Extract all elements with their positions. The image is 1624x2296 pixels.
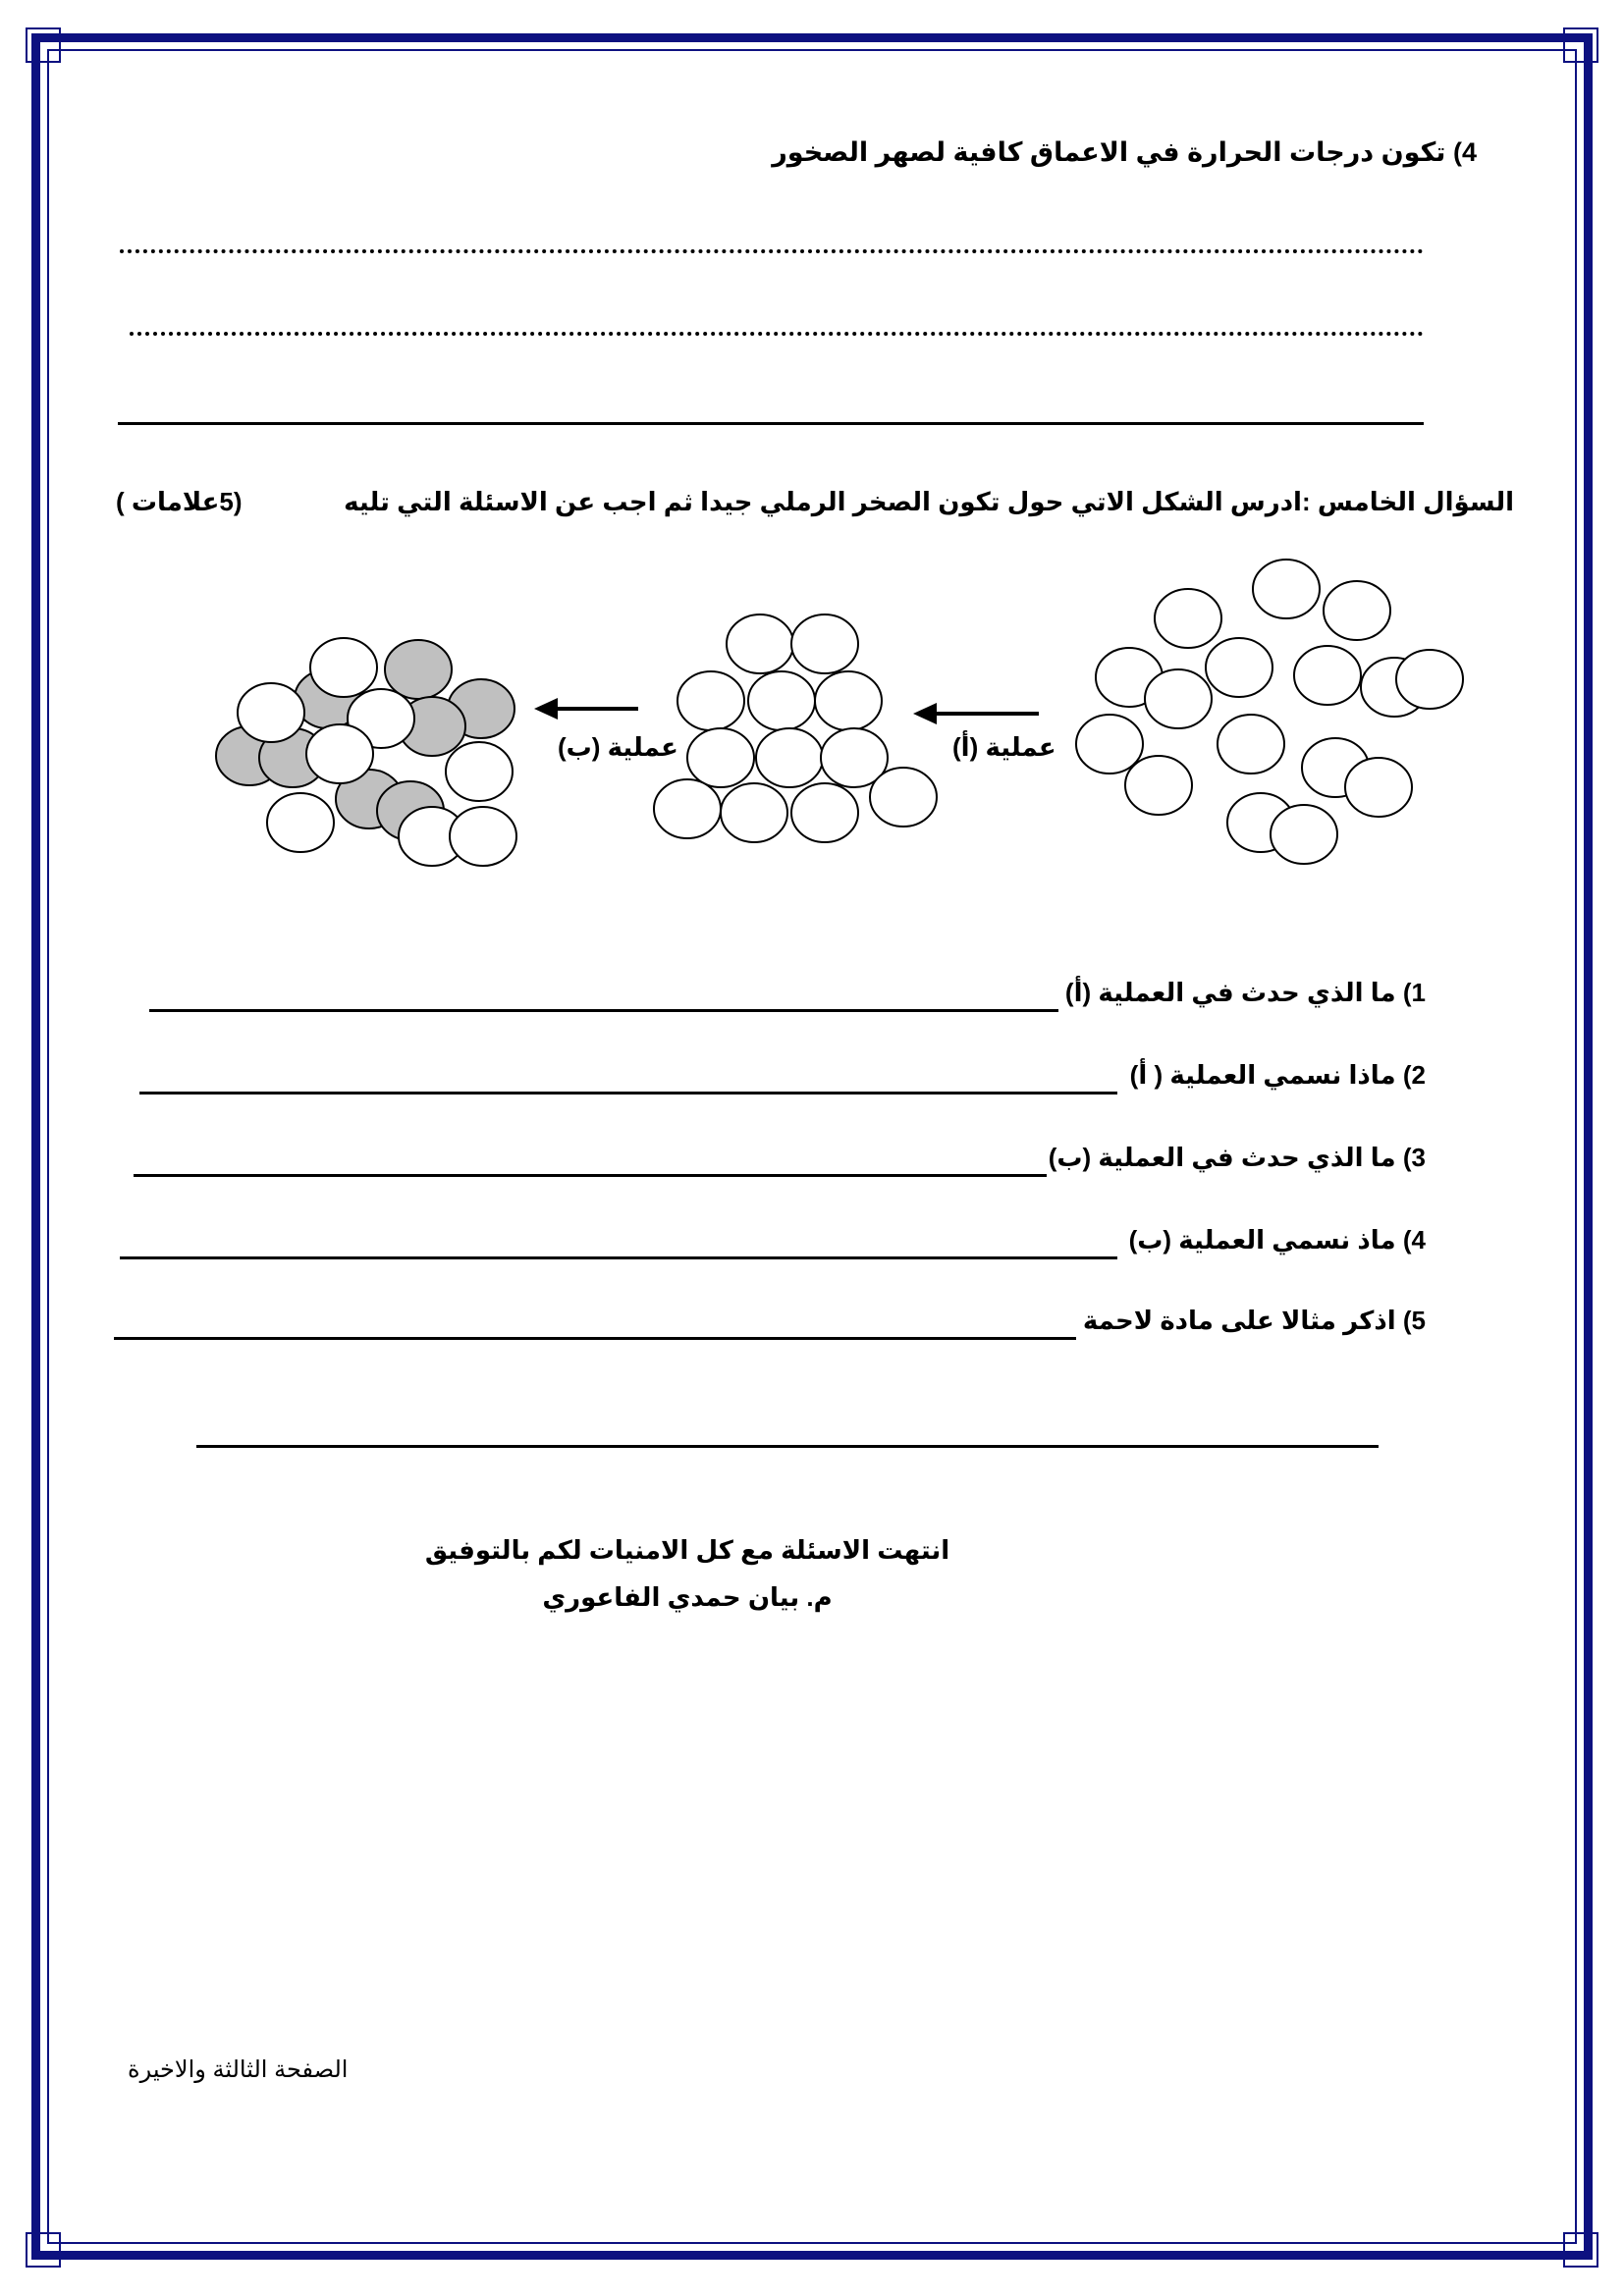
subquestion-5: 5) اذكر مثالا على مادة لاحمة bbox=[1082, 1306, 1426, 1335]
question-5-marks: (5علامات ) bbox=[116, 487, 243, 516]
sandstone-formation-diagram bbox=[0, 0, 1624, 883]
page-footer: الصفحة الثالثة والاخيرة bbox=[128, 2056, 349, 2083]
question-4-text: تكون درجات الحرارة في الاعماق كافية لصهر الصخور bbox=[772, 137, 1446, 167]
answer-line-sub-5[interactable] bbox=[114, 1337, 1076, 1340]
question-5-heading: السؤال الخامس :ادرس الشكل الاتي حول تكون الصخر الرملي جيدا ثم اجب عن الاسئلة التي تليه bbox=[344, 487, 1514, 516]
subquestion-3: 3) ما الذي حدث في العملية (ب) bbox=[1048, 1143, 1426, 1172]
corner-ornament-br bbox=[1563, 2232, 1598, 2268]
answer-line-sub-3[interactable] bbox=[134, 1174, 1047, 1177]
corner-ornament-bl bbox=[26, 2232, 61, 2268]
process-b-label: عملية (ب) bbox=[558, 732, 678, 762]
section-divider bbox=[196, 1445, 1379, 1448]
question-4-number: 4) bbox=[1452, 137, 1477, 167]
cemented-sandstone-grains bbox=[216, 638, 516, 866]
answer-line-sub-1[interactable] bbox=[149, 1009, 1058, 1012]
answer-line-sub-4[interactable] bbox=[120, 1256, 1117, 1259]
subquestion-2: 2) ماذا نسمي العملية ( أ) bbox=[1129, 1060, 1426, 1090]
teacher-name: م. بيان حمدي الفاعوري bbox=[542, 1582, 833, 1612]
arrow-process-a bbox=[913, 703, 1039, 724]
loose-sand-grains bbox=[1076, 560, 1463, 864]
compacted-sand-grains bbox=[654, 614, 937, 842]
process-a-label: عملية (أ) bbox=[952, 732, 1056, 762]
closing-message: انتهت الاسئلة مع كل الامنيات لكم بالتوفيق bbox=[424, 1535, 950, 1565]
answer-line-sub-2[interactable] bbox=[139, 1092, 1117, 1095]
subquestion-4: 4) ماذ نسمي العملية (ب) bbox=[1128, 1225, 1426, 1255]
arrow-process-b bbox=[534, 698, 638, 720]
subquestion-1: 1) ما الذي حدث في العملية (أ) bbox=[1064, 978, 1426, 1007]
